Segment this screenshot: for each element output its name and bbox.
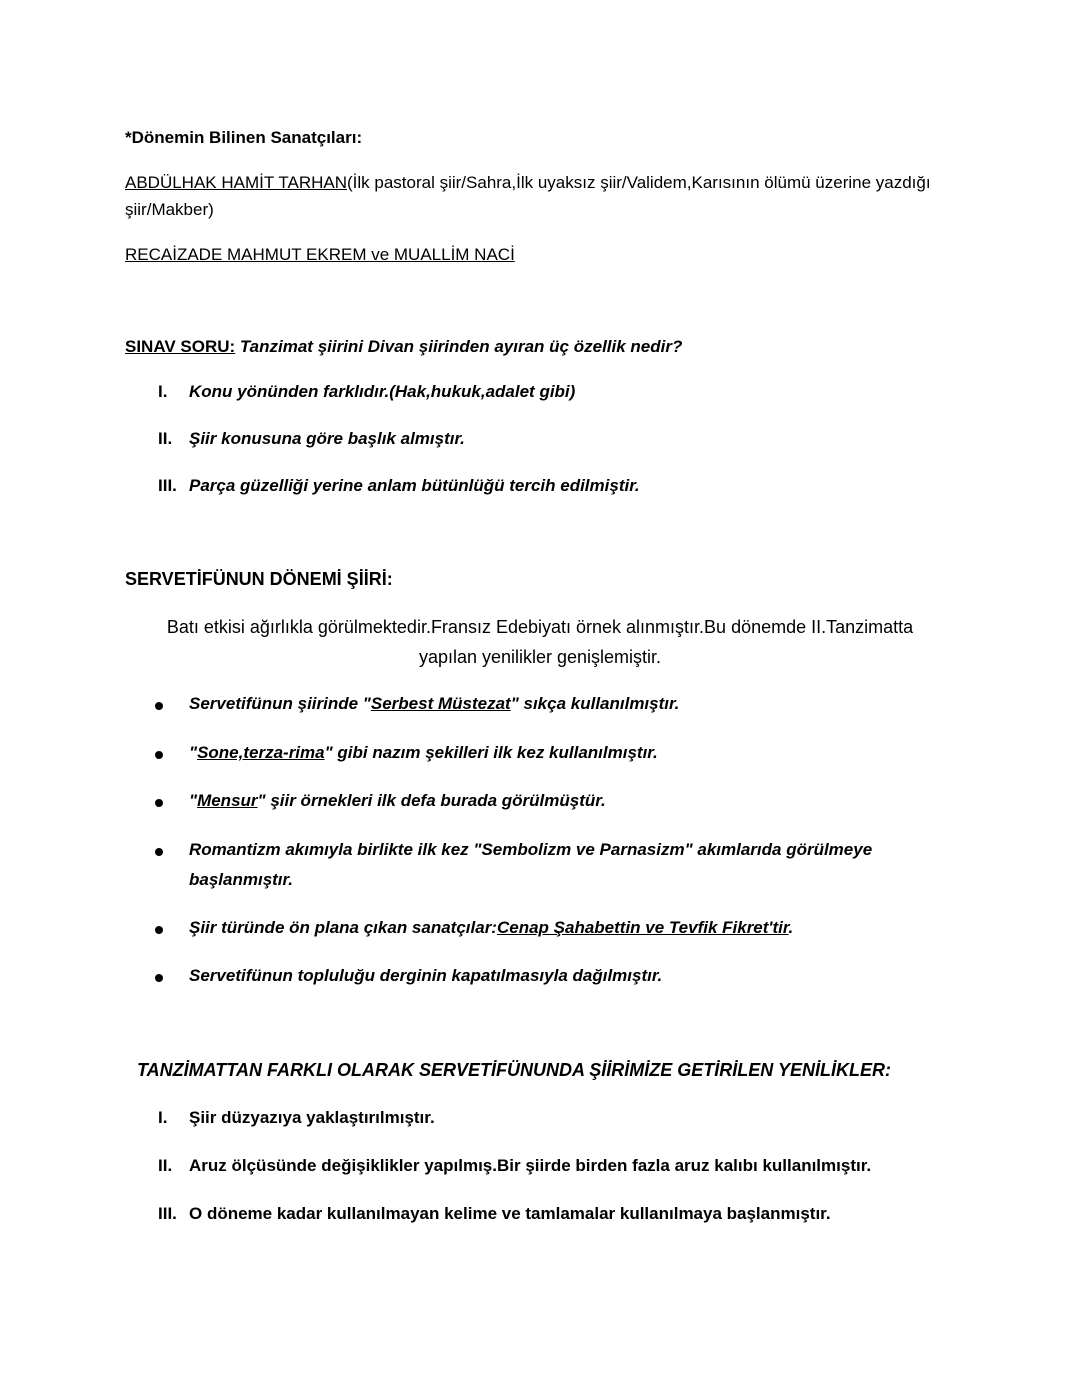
innovation-num: II. xyxy=(158,1156,173,1175)
innovation-num: I. xyxy=(158,1108,168,1127)
exam-label: SINAV SORU: xyxy=(125,337,236,356)
bullet-icon xyxy=(155,799,163,807)
innovations-heading: TANZİMATTAN FARKLI OLARAK SERVETİFÜNUNDA ŞİİRİMİZE GETİRİLEN YENİLİKLER: xyxy=(137,1060,891,1080)
servet-intro-line1: Batı etkisi ağırlıkla görülmektedir.Fransız Edebiyatı örnek alınmıştır.Bu dönemde II.Tanzimatta xyxy=(166,617,914,637)
servet-bullet: Romantizm akımıyla birlikte ilk kez "Sembolizm ve Parnasizm" akımlarıda görülmeye xyxy=(189,840,873,859)
innovation-item: Şiir düzyazıya yaklaştırılmıştır. xyxy=(189,1108,435,1127)
bullet-icon xyxy=(155,848,163,856)
hamit-line xyxy=(125,173,931,193)
bullet-underlined: Cenap Şahabettin ve Tevfik Fikret'tir xyxy=(496,918,789,937)
bullet-text: " gibi nazım şekilleri ilk kez kullanılmıştır. xyxy=(324,743,658,762)
bullet-icon xyxy=(155,751,163,759)
bullet-underlined: Mensur xyxy=(197,791,258,810)
servet-bullet xyxy=(189,791,606,811)
hamit-desc: (İlk pastoral şiir/Sahra,İlk uyaksız şiir/Validem,Karısının ölümü üzerine yazdığı xyxy=(347,173,931,192)
exam-item: Konu yönünden farklıdır.(Hak,hukuk,adalet gibi) xyxy=(189,382,576,401)
servet-bullet xyxy=(189,918,793,938)
servet-bullet: Servetifünun topluluğu derginin kapatılmasıyla dağılmıştır. xyxy=(189,966,663,985)
servet-bullet xyxy=(189,694,679,714)
exam-item: Parça güzelliği yerine anlam bütünlüğü tercih edilmiştir. xyxy=(189,476,640,495)
bullet-text: " sıkça kullanılmıştır. xyxy=(510,694,680,713)
bullet-icon xyxy=(155,974,163,982)
exam-item-num: II. xyxy=(158,429,173,448)
hamit-name: ABDÜLHAK HAMİT TARHAN xyxy=(125,173,347,192)
exam-item: Şiir konusuna göre başlık almıştır. xyxy=(189,429,465,448)
servet-bullet xyxy=(189,743,658,763)
hamit-desc-cont: şiir/Makber) xyxy=(125,200,214,219)
servet-heading: SERVETİFÜNUN DÖNEMİ ŞİİRİ: xyxy=(125,569,393,589)
servet-bullet-cont: başlanmıştır. xyxy=(189,870,293,889)
exam-item-num: III. xyxy=(158,476,177,495)
innovation-item: O döneme kadar kullanılmayan kelime ve tamlamalar kullanılmaya başlanmıştır. xyxy=(189,1204,831,1223)
other-artists: RECAİZADE MAHMUT EKREM ve MUALLİM NACİ xyxy=(125,245,515,264)
servet-intro-line2: yapılan yenilikler genişlemiştir. xyxy=(418,647,662,667)
exam-question-text: Tanzimat şiirini Divan şiirinden ayıran üç özellik nedir? xyxy=(235,337,683,356)
bullet-icon xyxy=(155,702,163,710)
bullet-text: " xyxy=(189,743,198,762)
bullet-text: . xyxy=(788,918,794,937)
innovation-num: III. xyxy=(158,1204,177,1223)
bullet-icon xyxy=(155,926,163,934)
bullet-text: " şiir örnekleri ilk defa burada görülmüştür. xyxy=(257,791,606,810)
artists-heading: *Dönemin Bilinen Sanatçıları: xyxy=(125,128,363,147)
exam-question xyxy=(125,337,682,357)
bullet-underlined: Sone,terza-rima xyxy=(197,743,325,762)
exam-item-num: I. xyxy=(158,382,168,401)
bullet-text: Servetifünun şiirinde " xyxy=(189,694,371,713)
bullet-text: " xyxy=(189,791,198,810)
bullet-text: Şiir türünde ön plana çıkan sanatçılar: xyxy=(189,918,497,937)
innovation-item: Aruz ölçüsünde değişiklikler yapılmış.Bir şiirde birden fazla aruz kalıbı kullanılmıştır. xyxy=(189,1156,872,1175)
bullet-underlined: Serbest Müstezat xyxy=(370,694,511,713)
